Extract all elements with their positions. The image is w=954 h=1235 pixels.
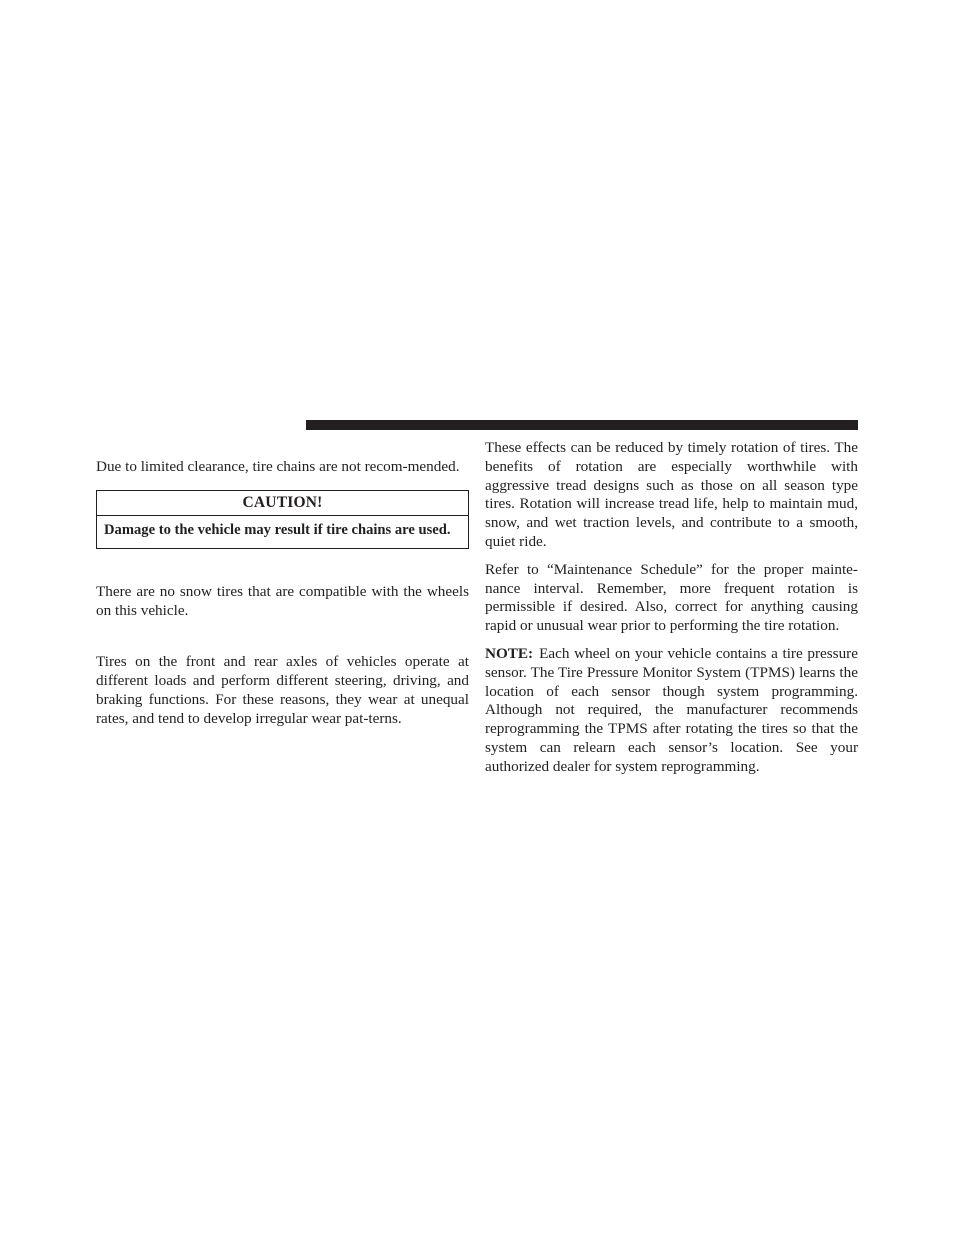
note-label: NOTE:	[485, 644, 534, 662]
caution-text: Damage to the vehicle may result if tire chains are used.	[104, 521, 451, 538]
caution-title: CAUTION!	[97, 491, 468, 516]
caution-box	[96, 490, 469, 549]
rotation-effects-paragraph: These effects can be reduced by timely rotation of tires. The benefits of rotation are especially worthwhile with aggressive tread designs such as those on all season type tires. Rotation will increase tread life, help to maintain mud, snow, and wet traction levels, and contribute to a smooth, quiet ride.	[485, 439, 858, 550]
left-column	[96, 458, 469, 729]
section-header-bar	[306, 420, 858, 430]
tpms-note-paragraph	[485, 645, 858, 777]
maintenance-schedule-paragraph: Refer to “Maintenance Schedule” for the proper mainte-nance interval. Remember, more frequent rotation is permissible if desired. Also, correct for anything causing rapid or unusual wear prior to performing the tire rotation.	[485, 560, 858, 635]
tire-rotation-paragraph: Tires on the front and rear axles of vehicles operate at different loads and perform different steering, driving, and braking functions. For these reasons, they wear at unequal rates, and tend to develop irregular wear pat-terns.	[96, 653, 469, 727]
note-text: Each wheel on your vehicle contains a tire pressure sensor. The Tire Pressure Monitor System (TPMS) learns the location of each sensor though system programming. Although not required, the manufacturer recommends reprogramming the TPMS after rotating the tires so that the system can relearn each sensor’s location. See your authorized dealer for system reprogramming.	[485, 644, 858, 775]
snow-tires-paragraph: There are no snow tires that are compatible with the wheels on this vehicle.	[96, 582, 469, 619]
tire-chains-paragraph: Due to limited clearance, tire chains are not recom-mended.	[96, 458, 460, 475]
right-column	[485, 439, 858, 777]
